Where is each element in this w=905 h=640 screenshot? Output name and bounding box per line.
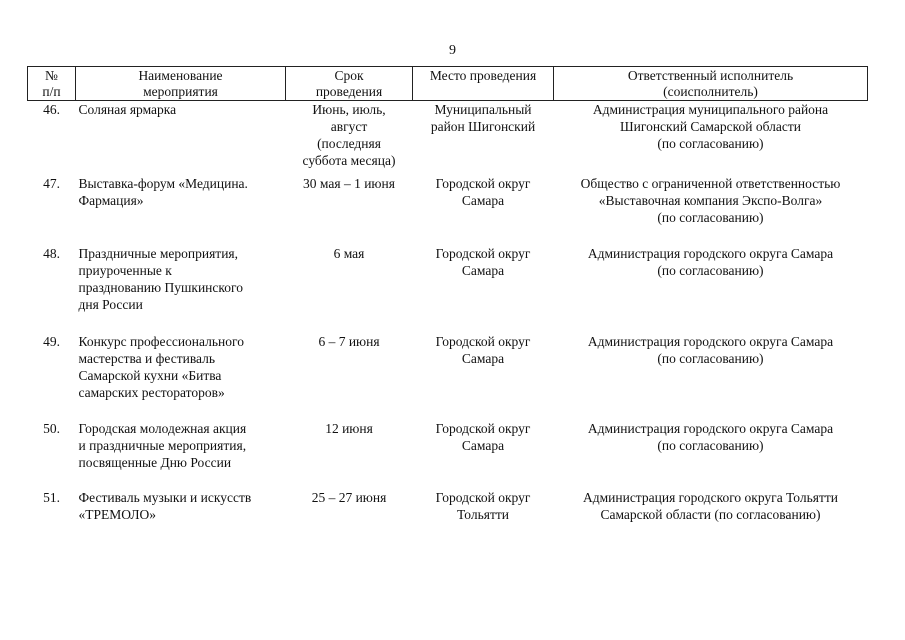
row-place (413, 420, 554, 489)
row-date-line: 30 мая – 1 июня (303, 176, 395, 191)
row-name-line: и праздничные мероприятия, (78, 438, 247, 453)
row-name-line: Выставка-форум «Медицина. (78, 176, 248, 191)
row-resp (554, 245, 868, 333)
table-row (28, 101, 868, 176)
row-num: 48. (43, 246, 60, 261)
row-place (413, 245, 554, 333)
row-place-line: Городской округ (435, 334, 531, 349)
row-resp-line: Администрация городского округа Самара (587, 421, 834, 436)
row-place (413, 175, 554, 245)
row-resp (554, 489, 868, 529)
row-resp-line: (по согласованию) (657, 438, 764, 453)
header-resp (554, 67, 868, 101)
header-date-line: проведения (315, 84, 383, 99)
row-resp (554, 333, 868, 420)
row-place-line: Городской округ (435, 246, 531, 261)
header-resp-line: (соисполнитель) (663, 84, 758, 99)
row-place-line: Муниципальный (434, 102, 532, 117)
row-resp-line: Общество с ограниченной ответственностью (580, 176, 841, 191)
row-name (76, 101, 286, 176)
row-resp-line: (по согласованию) (657, 136, 764, 151)
row-num: 49. (43, 334, 60, 349)
row-num: 51. (43, 490, 60, 505)
row-name-line: приуроченные к (78, 263, 172, 278)
row-resp-line: Администрация городского округа Самара (587, 246, 834, 261)
row-place-line: район Шигонский (430, 119, 536, 134)
row-name (76, 489, 286, 529)
row-resp-line: (по согласованию) (657, 263, 764, 278)
header-num-line: п/п (42, 84, 61, 99)
header-date-line: Срок (334, 68, 364, 83)
header-name-line: мероприятия (143, 84, 218, 99)
row-place-line: Тольятти (457, 507, 509, 522)
row-resp (554, 101, 868, 176)
row-name (76, 420, 286, 489)
row-name-line: Соляная ярмарка (78, 102, 177, 117)
row-name-line: празднованию Пушкинского (78, 280, 243, 295)
row-place-line: Самара (461, 193, 505, 208)
row-resp-line: «Выставочная компания Экспо-Волга» (598, 193, 823, 208)
row-place-line: Самара (461, 438, 505, 453)
row-name-line: Праздничные мероприятия, (78, 246, 239, 261)
row-name (76, 245, 286, 333)
header-num-line: № (45, 68, 58, 83)
row-date (286, 489, 413, 529)
row-resp-line: Администрация муниципального района (592, 102, 829, 117)
row-date (286, 101, 413, 176)
row-name-line: мастерства и фестиваль (78, 351, 216, 366)
row-place-line: Самара (461, 351, 505, 366)
row-date-line: 6 – 7 июня (318, 334, 380, 349)
page-number: 9 (449, 43, 456, 58)
row-date (286, 245, 413, 333)
row-resp-line: Администрация городского округа Самара (587, 334, 834, 349)
row-name-line: самарских рестораторов» (78, 385, 225, 400)
row-resp-line: Администрация городского округа Тольятти (582, 490, 838, 505)
row-place (413, 101, 554, 176)
table-row (28, 175, 868, 245)
header-name-line: Наименование (138, 68, 223, 83)
header-name (76, 67, 286, 101)
row-num: 46. (43, 102, 60, 117)
row-place-line: Самара (461, 263, 505, 278)
row-resp-line: (по согласованию) (657, 351, 764, 366)
row-name-line: Фестиваль музыки и искусств (78, 490, 252, 505)
row-name-line: Фармация» (78, 193, 144, 208)
row-date-line: суббота месяца) (302, 153, 396, 168)
header-date (286, 67, 413, 101)
row-resp-line: Шигонский Самарской области (620, 119, 801, 134)
table-header-row (28, 67, 868, 101)
row-place (413, 333, 554, 420)
row-resp-line: (по согласованию) (657, 210, 764, 225)
row-resp (554, 175, 868, 245)
row-place (413, 489, 554, 529)
row-date-line: (последняя (317, 136, 381, 151)
row-place-line: Городской округ (435, 176, 531, 191)
row-name-line: «ТРЕМОЛО» (78, 507, 156, 522)
events-table (27, 66, 868, 529)
row-name (76, 333, 286, 420)
row-name-line: дня России (78, 297, 143, 312)
table-row (28, 333, 868, 420)
header-place (413, 67, 554, 101)
row-place-line: Городской округ (435, 421, 531, 436)
row-name (76, 175, 286, 245)
table-row (28, 489, 868, 529)
row-date-line: Июнь, июль, (312, 102, 386, 117)
row-name-line: посвященные Дню России (78, 455, 232, 470)
row-date (286, 420, 413, 489)
table-row (28, 245, 868, 333)
row-date-line: 6 мая (333, 246, 365, 261)
row-resp (554, 420, 868, 489)
row-date-line: август (330, 119, 368, 134)
row-date (286, 333, 413, 420)
row-date-line: 12 июня (325, 421, 373, 436)
header-resp-line: Ответственный исполнитель (627, 68, 794, 83)
header-place-line: Место проведения (429, 68, 537, 83)
row-name-line: Конкурс профессионального (78, 334, 244, 349)
table-row (28, 420, 868, 489)
row-name-line: Городская молодежная акция (78, 421, 247, 436)
row-resp-line: Самарской области (по согласованию) (600, 507, 821, 522)
row-date (286, 175, 413, 245)
row-date-line: 25 – 27 июня (311, 490, 387, 505)
row-name-line: Самарской кухни «Битва (78, 368, 222, 383)
row-place-line: Городской округ (435, 490, 531, 505)
row-num: 50. (43, 421, 60, 436)
header-num (28, 67, 76, 101)
row-num: 47. (43, 176, 60, 191)
